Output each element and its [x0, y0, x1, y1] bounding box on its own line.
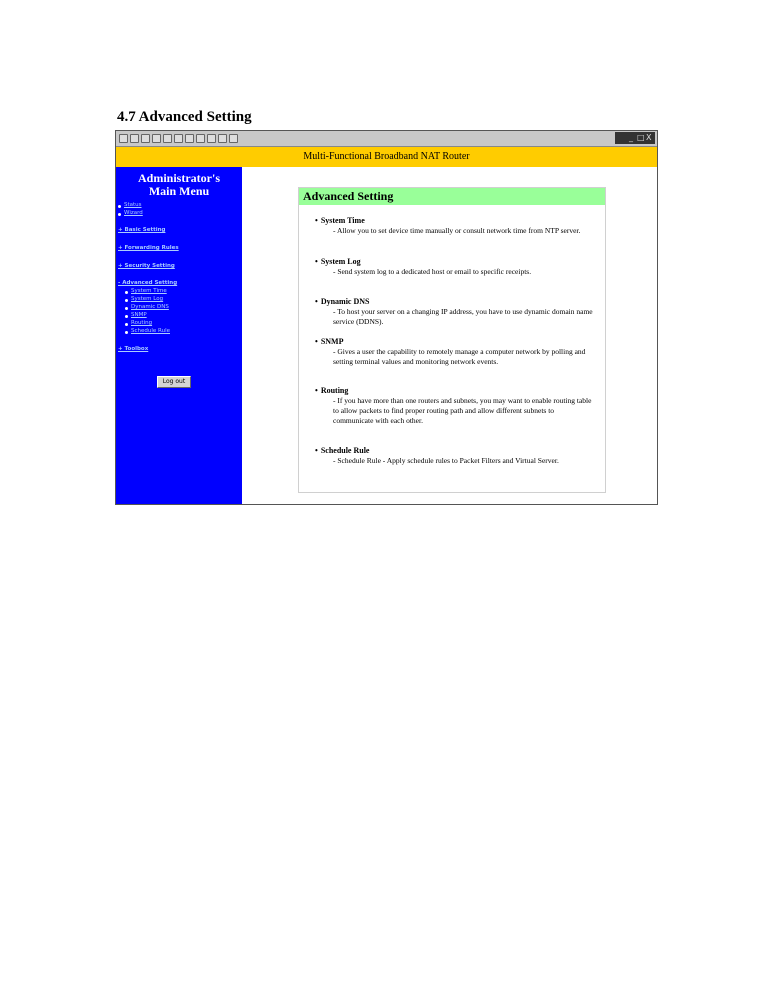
sidebar-item-wizard[interactable]: Wizard [124, 210, 143, 216]
toolbar-icons [119, 133, 238, 144]
list-item [315, 337, 595, 367]
bullet-icon [125, 299, 128, 302]
forward-icon[interactable] [130, 134, 139, 143]
search-icon[interactable] [174, 134, 183, 143]
item-title: • Schedule Rule [315, 446, 595, 456]
refresh-icon[interactable] [152, 134, 161, 143]
router-banner: Multi-Functional Broadband NAT Router [116, 147, 657, 167]
item-description: - To host your server on a changing IP address, you have to use dynamic domain name service (DDNS). [333, 307, 593, 326]
bullet-icon [125, 307, 128, 310]
sidebar-item-basic-setting[interactable]: + Basic Setting [118, 227, 166, 233]
panel-header [299, 188, 605, 205]
item-description: - If you have more than one routers and subnets, you may want to enable routing table to allow packets to find proper routing path and allow different subnets to communicate with each other. [333, 396, 592, 425]
sidebar-item-toolbox[interactable]: + Toolbox [118, 346, 149, 352]
bullet-icon [118, 205, 121, 208]
logout-button[interactable]: Log out [157, 376, 191, 388]
browser-toolbar [116, 131, 657, 147]
bullet-icon [125, 331, 128, 334]
stop-icon[interactable] [141, 134, 150, 143]
item-description: - Schedule Rule - Apply schedule rules to Packet Filters and Virtual Server. [333, 456, 559, 465]
window-controls [615, 132, 655, 144]
item-description: - Allow you to set device time manually or consult network time from NTP server. [333, 226, 581, 235]
sidebar-subitem-system-time[interactable]: System Time [131, 288, 167, 294]
sidebar-item-status[interactable]: Status [124, 202, 142, 208]
document-heading: 4.7 Advanced Setting [117, 109, 252, 125]
item-description: - Gives a user the capability to remotely manage a computer network by polling and setting terminal values and monitoring network events. [333, 347, 586, 366]
item-title: • SNMP [315, 337, 595, 347]
list-item [315, 216, 595, 236]
edit-icon[interactable] [229, 134, 238, 143]
sidebar-title-line1: Administrator's [138, 171, 220, 185]
item-title: • Routing [315, 386, 595, 396]
main-menu-sidebar [116, 167, 242, 504]
item-title: • Dynamic DNS [315, 297, 595, 307]
item-description: - Send system log to a dedicated host or email to specific receipts. [333, 267, 532, 276]
list-item [315, 446, 595, 466]
bullet-icon [125, 291, 128, 294]
bullet-icon [118, 213, 121, 216]
print-icon[interactable] [218, 134, 227, 143]
sidebar-subitem-snmp[interactable]: SNMP [131, 312, 147, 318]
bullet-icon [125, 315, 128, 318]
sidebar-subitem-schedule-rule[interactable]: Schedule Rule [131, 328, 170, 334]
panel-title: Advanced Setting [303, 189, 394, 203]
list-item [315, 386, 595, 426]
item-title: • System Time [315, 216, 595, 226]
sidebar-subitem-dynamic-dns[interactable]: Dynamic DNS [131, 304, 169, 310]
sidebar-item-advanced-setting[interactable]: - Advanced Setting [118, 280, 178, 286]
advanced-setting-panel [298, 187, 606, 493]
maximize-button[interactable]: □ [637, 133, 645, 142]
list-item [315, 257, 595, 277]
close-button[interactable]: X [646, 133, 652, 142]
sidebar-subitem-routing[interactable]: Routing [131, 320, 153, 326]
minimize-button[interactable]: _ [629, 133, 633, 142]
home-icon[interactable] [163, 134, 172, 143]
favorites-icon[interactable] [185, 134, 194, 143]
bullet-icon [125, 323, 128, 326]
history-icon[interactable] [196, 134, 205, 143]
sidebar-item-forwarding-rules[interactable]: + Forwarding Rules [118, 245, 179, 251]
sidebar-title-line2: Main Menu [148, 184, 210, 198]
sidebar-subitem-system-log[interactable]: System Log [131, 296, 164, 302]
list-item [315, 297, 595, 327]
sidebar-title [116, 172, 242, 198]
back-icon[interactable] [119, 134, 128, 143]
router-admin-screenshot [115, 130, 658, 505]
sidebar-item-security-setting[interactable]: + Security Setting [118, 263, 175, 269]
item-title: • System Log [315, 257, 595, 267]
mail-icon[interactable] [207, 134, 216, 143]
